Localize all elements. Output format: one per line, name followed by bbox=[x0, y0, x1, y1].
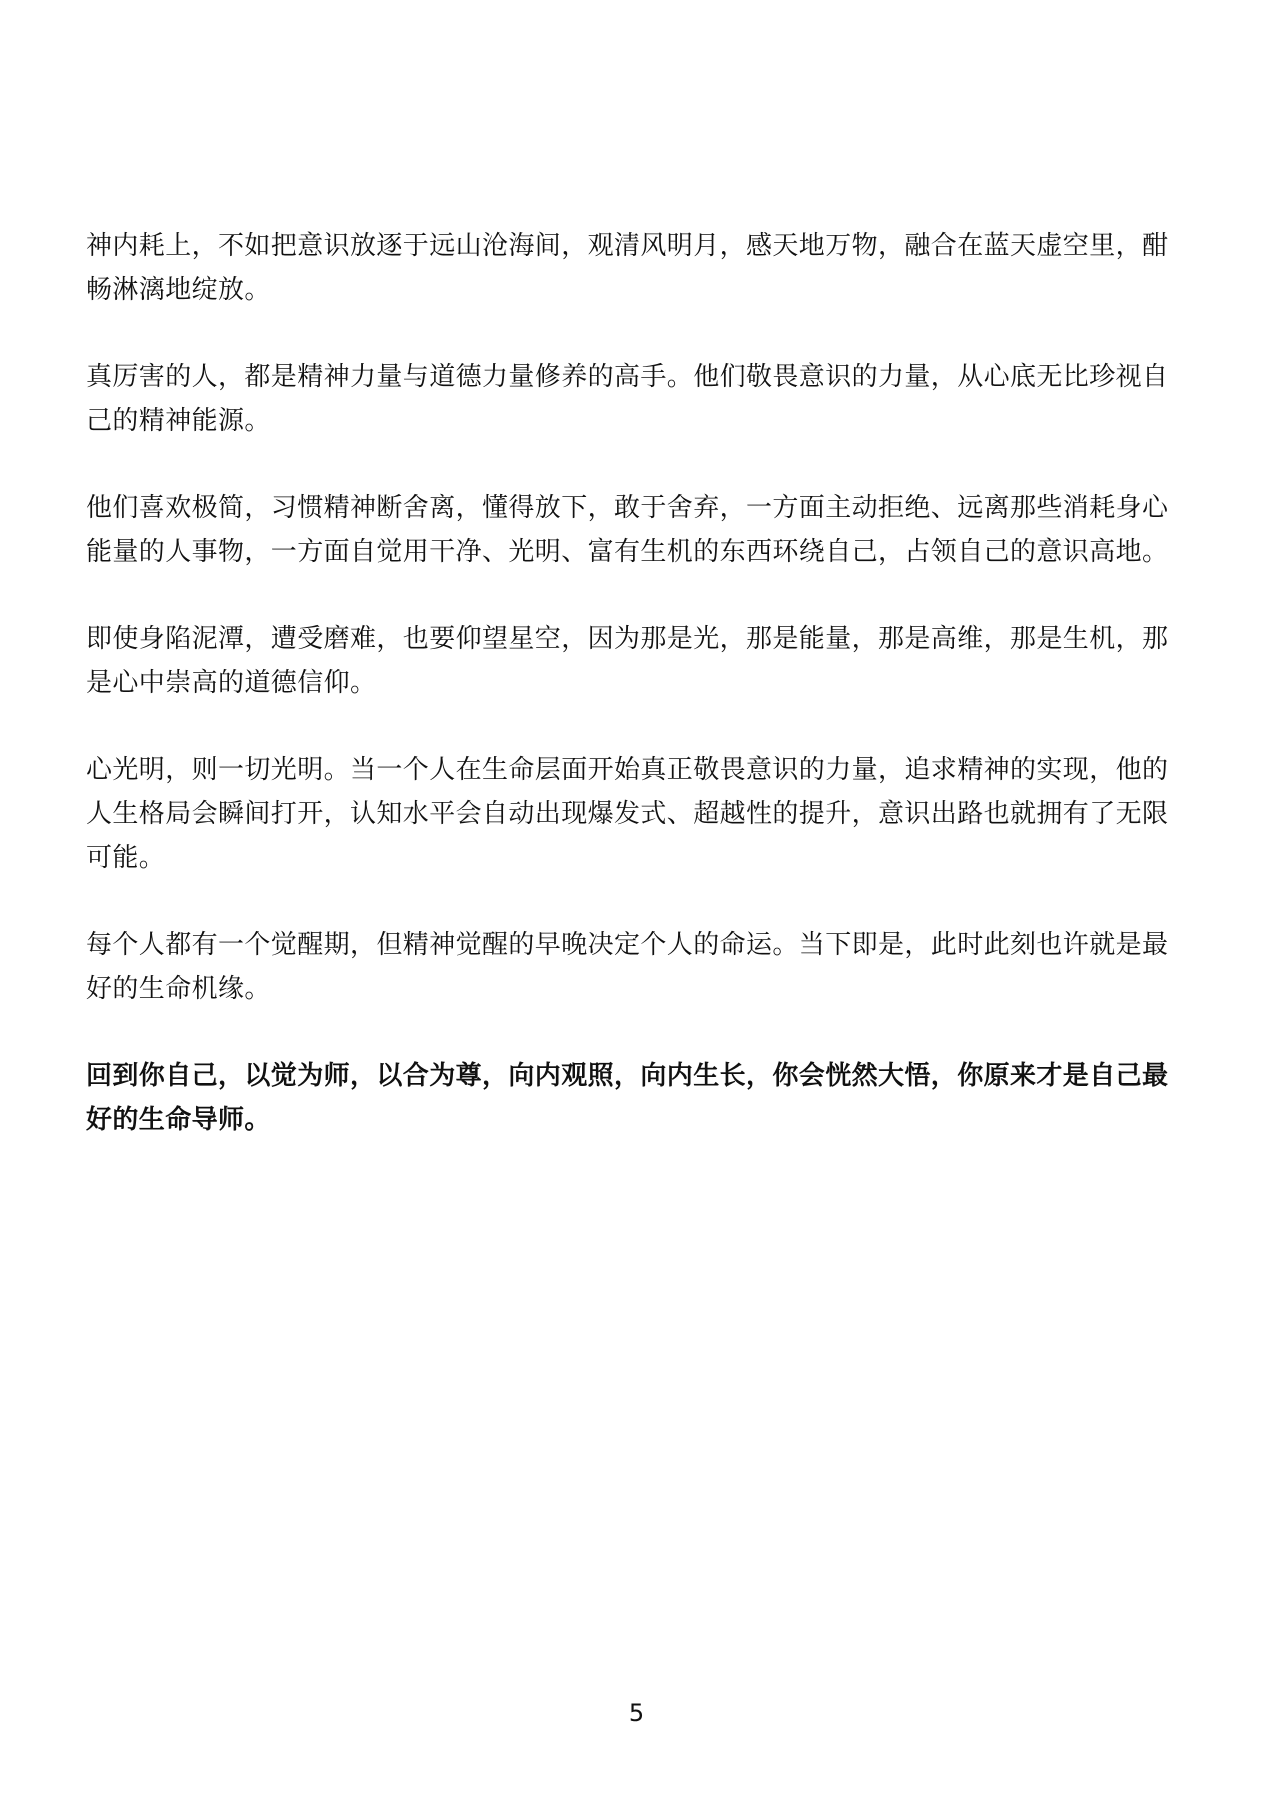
bold-conclusion-paragraph: 回到你自己，以觉为师，以合为尊，向内观照，向内生长，你会恍然大悟，你原来才是自己最好的生命导师。 bbox=[86, 1061, 1169, 1135]
paragraph: 即使身陷泥潭，遭受磨难，也要仰望星空，因为那是光，那是能量，那是高维，那是生机，那是心中崇高的道德信仰。 bbox=[86, 624, 1169, 698]
paragraph: 心光明，则一切光明。当一个人在生命层面开始真正敬畏意识的力量，追求精神的实现，他的人生格局会瞬间打开，认知水平会自动出现爆发式、超越性的提升，意识出路也就拥有了无限可能。 bbox=[86, 755, 1169, 873]
paragraph: 神内耗上，不如把意识放逐于远山沧海间，观清风明月，感天地万物，融合在蓝天虚空里，酣畅淋漓地绽放。 bbox=[86, 231, 1169, 305]
paragraph: 真厉害的人，都是精神力量与道德力量修养的高手。他们敬畏意识的力量，从心底无比珍视自己的精神能源。 bbox=[86, 362, 1169, 436]
paragraph: 每个人都有一个觉醒期，但精神觉醒的早晚决定个人的命运。当下即是，此时此刻也许就是最好的生命机缘。 bbox=[86, 930, 1169, 1004]
page-content bbox=[86, 224, 1181, 1185]
paragraph: 他们喜欢极简，习惯精神断舍离，懂得放下，敢于舍弃，一方面主动拒绝、远离那些消耗身心能量的人事物，一方面自觉用干净、光明、富有生机的东西环绕自己，占领自己的意识高地。 bbox=[86, 493, 1169, 567]
page-number: 5 bbox=[628, 1699, 645, 1727]
